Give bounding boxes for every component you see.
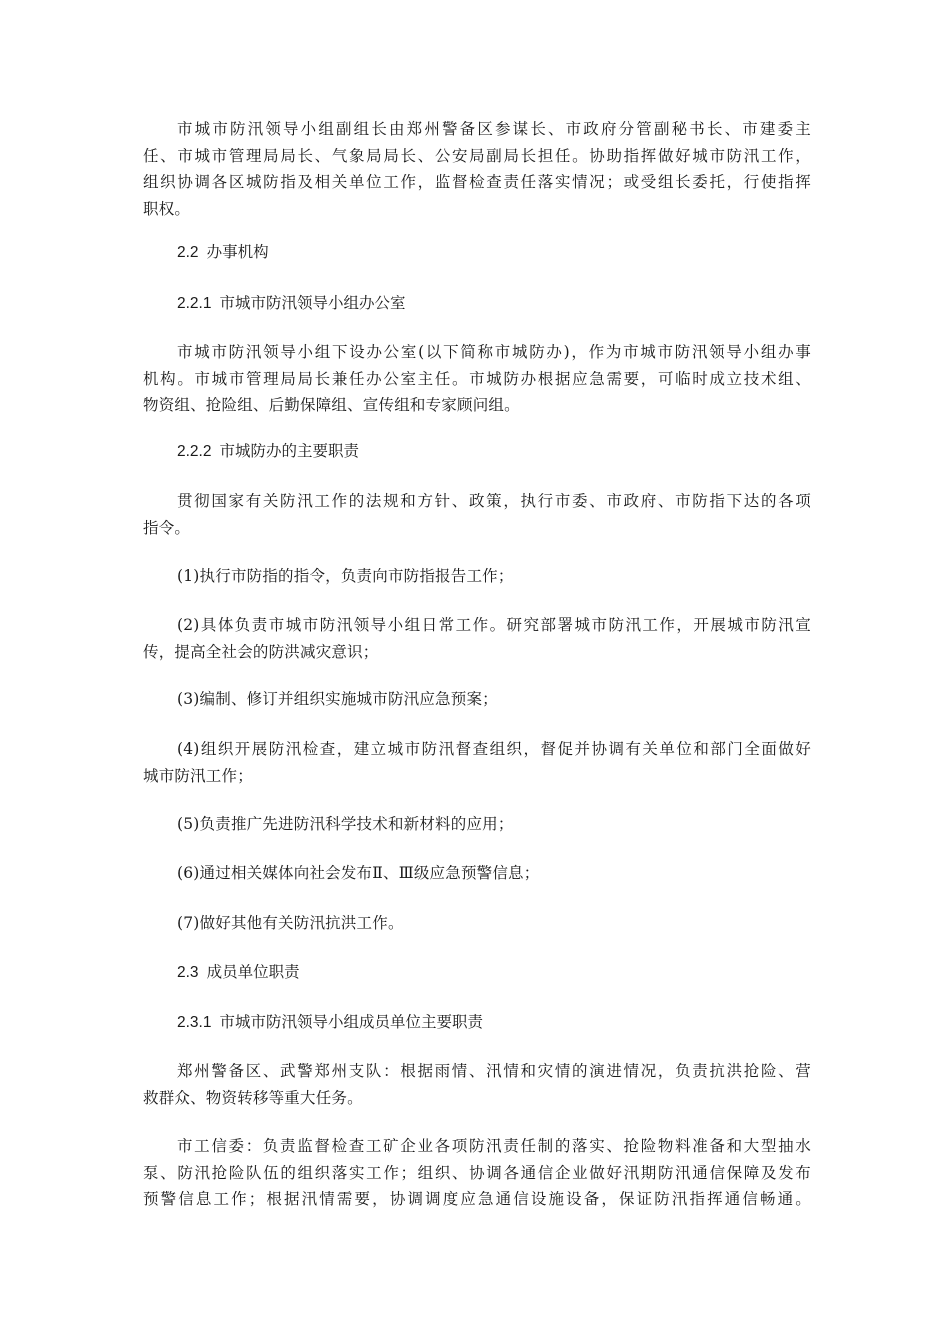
text-line: 物资组、抢险组、后勤保障组、宣传组和专家顾问组。	[143, 396, 520, 414]
text-line: 任、市城市管理局局长、气象局局长、公安局副局长担任。协助指挥做好城市防汛工作，	[143, 146, 811, 165]
duty-item-3	[143, 686, 811, 713]
duty-item-1	[143, 563, 811, 590]
text-line: 职权。	[143, 199, 191, 218]
paragraph-deputy-leaders	[143, 116, 811, 222]
section-number: 2.2.2	[177, 443, 212, 460]
text-line: 市城市防汛领导小组副组长由郑州警备区参谋长、市政府分管副秘书长、市建委主	[177, 120, 811, 138]
text-line: 泵、防汛抢险队伍的组织落实工作；组织、协调各通信企业做好汛期防汛通信保障及发布	[143, 1163, 811, 1182]
text-line: 机构。市城市管理局局长兼任办公室主任。市城防办根据应急需要，可临时成立技术组、	[143, 369, 811, 388]
section-title: 办事机构	[206, 243, 269, 261]
section-title: 成员单位职责	[206, 963, 300, 981]
section-title: 市城市防汛领导小组办公室	[219, 294, 406, 312]
paragraph-implement	[143, 488, 811, 541]
text-line: 城市防汛工作；	[143, 766, 253, 785]
duty-item-7	[143, 910, 811, 937]
paragraph-garrison	[143, 1058, 811, 1111]
text-line: (2)具体负责市城市防汛领导小组日常工作。研究部署城市防汛工作，开展城市防汛宣	[177, 616, 811, 634]
paragraph-industry-committee	[143, 1133, 811, 1213]
duty-item-4	[143, 736, 811, 789]
section-number: 2.3	[177, 964, 199, 981]
text-line: (5)负责推广先进防汛科学技术和新材料的应用；	[177, 815, 514, 833]
section-heading-2-3-1	[177, 1009, 483, 1036]
section-heading-2-2-2	[177, 438, 359, 465]
text-line: (1)执行市防指的指令，负责向市防指报告工作；	[177, 567, 514, 585]
text-line: 贯彻国家有关防汛工作的法规和方针、政策，执行市委、市政府、市防指下达的各项	[177, 492, 811, 510]
section-number: 2.2	[177, 244, 199, 261]
section-number: 2.3.1	[177, 1014, 212, 1031]
text-line: (4)组织开展防汛检查，建立城市防汛督查组织，督促并协调有关单位和部门全面做好	[177, 740, 811, 758]
section-title: 市城市防汛领导小组成员单位主要职责	[219, 1013, 483, 1031]
duty-item-5	[143, 811, 811, 838]
text-line: 传，提高全社会的防洪减灾意识；	[143, 642, 379, 661]
paragraph-office	[143, 339, 811, 419]
section-heading-2-3	[177, 959, 300, 986]
section-heading-2-2-1	[177, 290, 406, 317]
duty-item-6	[143, 860, 811, 887]
text-line: 救群众、物资转移等重大任务。	[143, 1088, 363, 1107]
section-heading-2-2	[177, 239, 269, 266]
section-title: 市城防办的主要职责	[219, 442, 359, 460]
text-line: 预警信息工作；根据汛情需要，协调调度应急通信设施设备，保证防汛指挥通信畅通。	[143, 1190, 811, 1208]
text-line: 市城市防汛领导小组下设办公室(以下简称市城防办)，作为市城市防汛领导小组办事	[177, 343, 811, 361]
section-number: 2.2.1	[177, 295, 212, 312]
text-line: 组织协调各区城防指及相关单位工作，监督检查责任落实情况；或受组长委托，行使指挥	[143, 173, 811, 191]
text-line: 指令。	[143, 518, 191, 537]
text-line: (6)通过相关媒体向社会发布Ⅱ、Ⅲ级应急预警信息；	[177, 864, 540, 882]
text-line: 郑州警备区、武警郑州支队：根据雨情、汛情和灾情的演进情况，负责抗洪抢险、营	[177, 1062, 811, 1080]
text-line: 市工信委：负责监督检查工矿企业各项防汛责任制的落实、抢险物料准备和大型抽水	[177, 1137, 811, 1155]
text-line: (7)做好其他有关防汛抗洪工作。	[177, 914, 404, 932]
text-line: (3)编制、修订并组织实施城市防汛应急预案；	[177, 690, 498, 708]
duty-item-2	[143, 612, 811, 665]
